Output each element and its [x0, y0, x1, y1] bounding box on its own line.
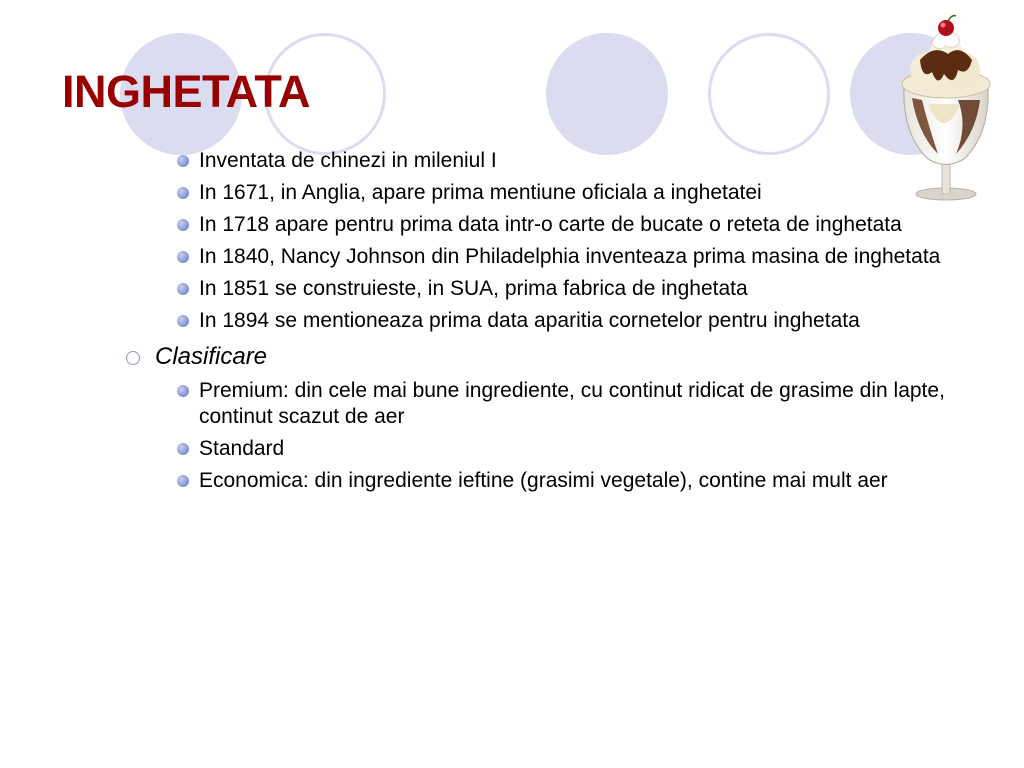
bullet-icon	[177, 385, 189, 397]
classification-heading: Clasificare	[0, 342, 1024, 372]
classification-list	[0, 378, 1024, 494]
list-item: Inventata de chinezi in mileniul I	[0, 148, 1024, 174]
list-item: In 1671, in Anglia, apare prima mentiune oficiala a inghetatei	[0, 180, 1024, 206]
list-item: In 1894 se mentioneaza prima data aparitia cornetelor pentru inghetata	[0, 308, 1024, 334]
slide-title: INGHETATA	[62, 66, 310, 117]
history-list	[0, 148, 1024, 334]
decor-ring	[708, 33, 830, 155]
list-item: Standard	[0, 436, 1024, 462]
bullet-icon	[177, 443, 189, 455]
bullet-icon	[177, 155, 189, 167]
bullet-icon	[177, 219, 189, 231]
list-item: Economica: din ingrediente ieftine (grasimi vegetale), contine mai mult aer	[0, 468, 1024, 494]
ring-bullet-icon	[126, 351, 140, 365]
bullet-icon	[177, 475, 189, 487]
list-item: Premium: din cele mai bune ingrediente, cu continut ridicat de grasime din lapte, continut scazut de aer	[0, 378, 1024, 430]
bullet-icon	[177, 315, 189, 327]
decor-circle	[546, 33, 668, 155]
list-item: In 1840, Nancy Johnson din Philadelphia inventeaza prima masina de inghetata	[0, 244, 1024, 270]
slide-body	[0, 148, 1024, 500]
list-item: In 1718 apare pentru prima data intr-o carte de bucate o reteta de inghetata	[0, 212, 1024, 238]
bullet-icon	[177, 283, 189, 295]
bullet-icon	[177, 251, 189, 263]
list-item: In 1851 se construieste, in SUA, prima fabrica de inghetata	[0, 276, 1024, 302]
bullet-icon	[177, 187, 189, 199]
